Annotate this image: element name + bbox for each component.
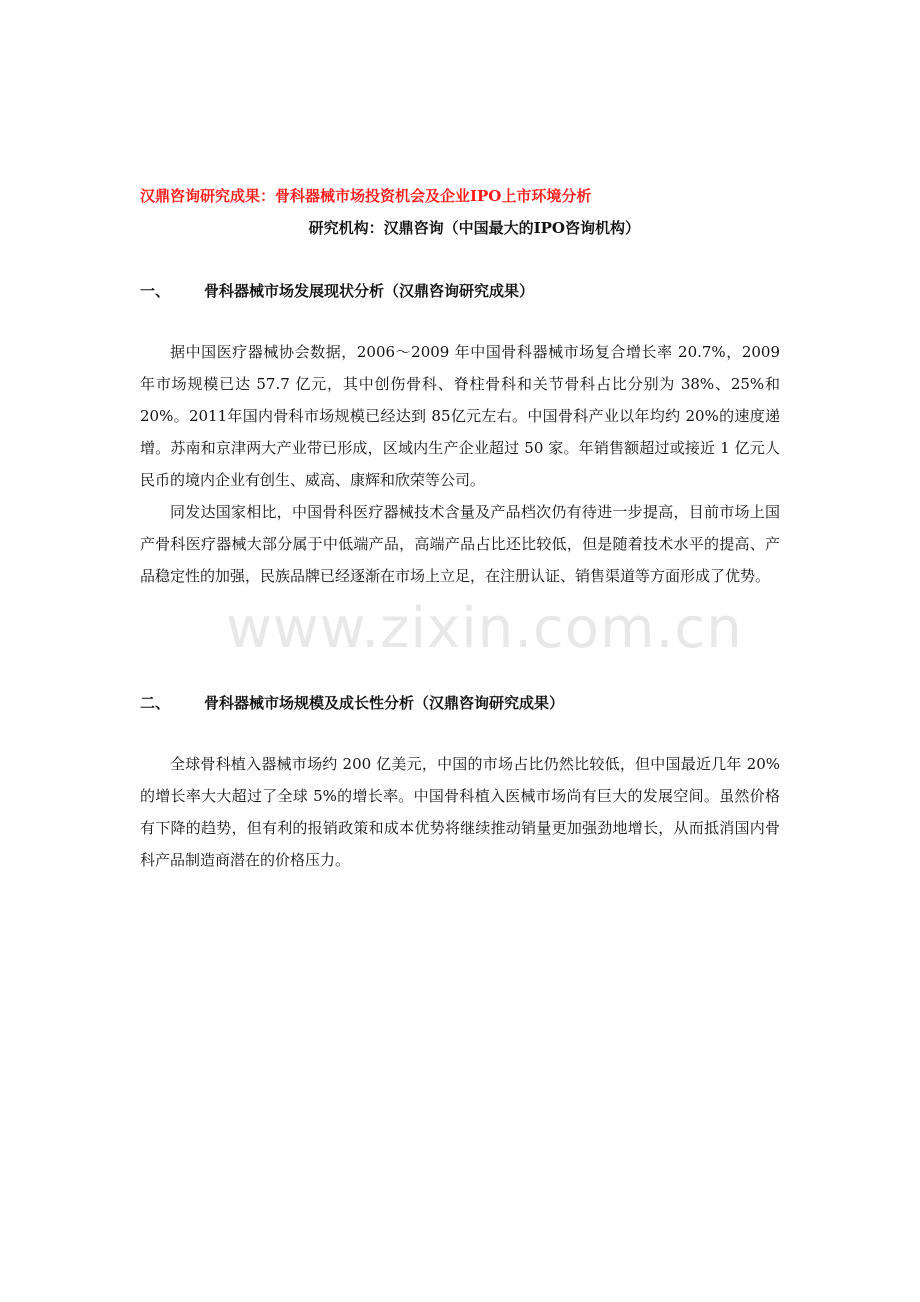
document-subtitle: 研究机构：汉鼎咨询（中国最大的IPO咨询机构） bbox=[308, 219, 640, 237]
watermark: www.zixin.com.cn bbox=[226, 596, 743, 661]
section-number: 一、 bbox=[140, 282, 171, 300]
section-body-1 bbox=[140, 336, 780, 592]
section-heading-1 bbox=[140, 279, 800, 303]
paragraph: 据中国医疗器械协会数据，2006～2009 年中国骨科器械市场复合增长率 20.7%，2009 年市场规模已达 57.7 亿元，其中创伤骨科、脊柱骨科和关节骨科占比分别为 38%、25%和 20%。2011年国内骨科市场规模已经达到 85亿元左右。中国骨科产业以年均约 20%的速度递增。苏南和京津两大产业带已形成，区域内生产企业超过 50 家。年销售额超过或接近 1 亿元人民币的境内企业有创生、威高、康辉和欣荣等公司。 bbox=[140, 343, 780, 489]
section-body-2 bbox=[140, 748, 780, 876]
paragraph: 同发达国家相比，中国骨科医疗器械技术含量及产品档次仍有待进一步提高，目前市场上国产骨科医疗器械大部分属于中低端产品，高端产品占比还比较低，但是随着技术水平的提高、产品稳定性的加强，民族品牌已经逐渐在市场上立足，在注册认证、销售渠道等方面形成了优势。 bbox=[140, 503, 780, 585]
section-title: 骨科器械市场发展现状分析（汉鼎咨询研究成果） bbox=[204, 282, 535, 300]
section-title: 骨科器械市场规模及成长性分析（汉鼎咨询研究成果） bbox=[204, 694, 565, 712]
document-title: 汉鼎咨询研究成果：骨科器械市场投资机会及企业IPO上市环境分析 bbox=[140, 187, 592, 205]
section-heading-2 bbox=[140, 691, 800, 715]
section-number: 二、 bbox=[140, 694, 171, 712]
paragraph: 全球骨科植入器械市场约 200 亿美元，中国的市场占比仍然比较低，但中国最近几年 20%的增长率大大超过了全球 5%的增长率。中国骨科植入医械市场尚有巨大的发展空间。虽然价格有下降的趋势，但有利的报销政策和成本优势将继续推动销量更加强劲地增长，从而抵消国内骨科产品制造商潜在的价格压力。 bbox=[140, 755, 780, 869]
